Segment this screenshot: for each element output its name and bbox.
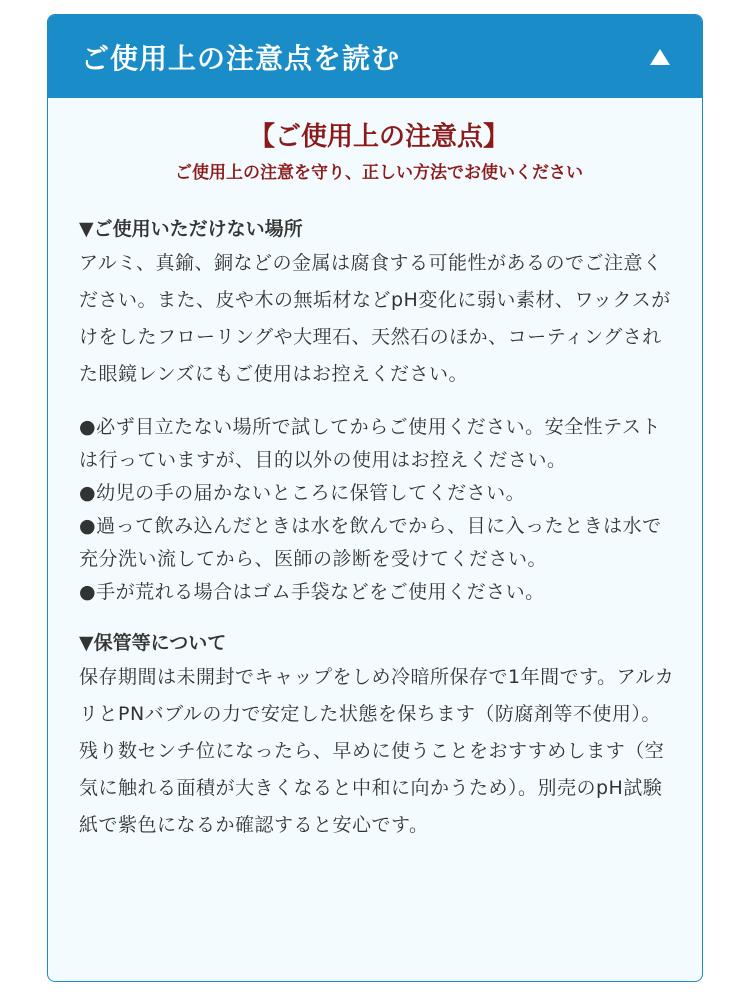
notice-title: 【ご使用上の注意点】	[248, 122, 509, 152]
accordion-content	[79, 115, 679, 844]
accordion-title: ご使用上の注意点を読む	[81, 41, 401, 75]
bullet-item: ●幼児の手の届かないところに保管してください。	[79, 482, 526, 504]
notice-subtitle: ご使用上の注意を守り、正しい方法でお使いください	[175, 163, 583, 183]
unusable-heading: ▼ご使用いただけない場所	[79, 218, 303, 240]
precautions-accordion	[47, 14, 703, 982]
unusable-body: アルミ、真鍮、銅などの金属は腐食する可能性があるのでご注意ください。また、皮や木の無垢材などpH変化に弱い素材、ワックスがけをしたフローリングや大理石、天然石のほか、コーティングされた眼鏡レンズにもご使用はお控えください。	[79, 252, 671, 385]
bullet-item: ●必ず目立たない場所で試してからご使用ください。安全性テストは行っていますが、目的以外の使用はお控えください。	[79, 416, 661, 471]
bullet-item: ●過って飲み込んだときは水を飲んでから、目に入ったときは水で充分洗い流してから、医師の診断を受けてください。	[79, 515, 662, 570]
storage-heading: ▼保管等について	[79, 632, 227, 654]
storage-body: 保存期間は未開封でキャップをしめ冷暗所保存で1年間です。アルカリとPNバブルの力で安定した状態を保ちます（防腐剤等不使用）。残り数センチ位になったら、早めに使うことをおすすめします（空気に触れる面積が大きくなると中和に向かうため）。別売のpH試験紙で紫色になるか確認すると安心です。	[79, 666, 675, 836]
accordion-header[interactable]	[48, 15, 702, 98]
triangle-up-icon[interactable]	[650, 49, 670, 65]
bullet-item: ●手が荒れる場合はゴム手袋などをご使用ください。	[79, 581, 545, 603]
